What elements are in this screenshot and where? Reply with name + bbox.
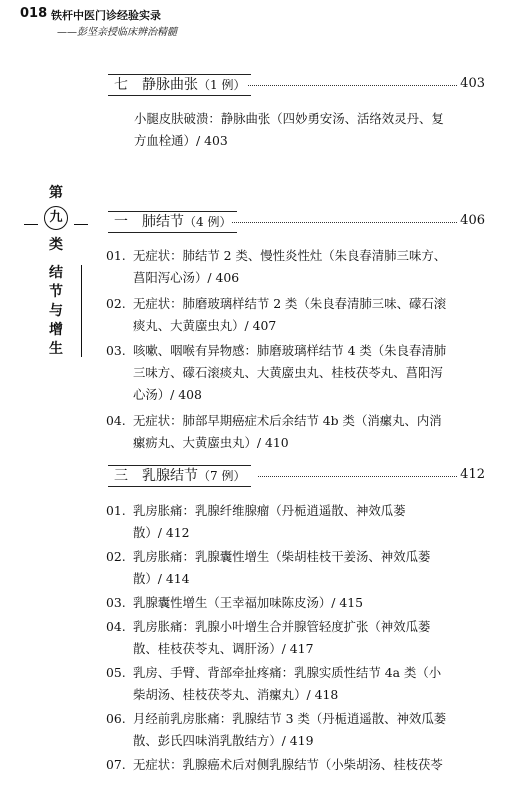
chapter-name-char: 增 bbox=[49, 322, 63, 338]
list-item: 07. 无症状：乳腺癌术后对侧乳腺结节（小柴胡汤、桂枝茯苓 bbox=[106, 757, 443, 772]
chapter-name-char: 结 bbox=[49, 265, 63, 281]
section-label: 三 乳腺结节（7 例） bbox=[108, 465, 251, 487]
chapter-name-char: 生 bbox=[49, 341, 63, 357]
list-item: 02. 无症状：肺磨玻璃样结节 2 类（朱良春清肺三味、礞石滚 痰丸、大黄䗪虫丸）/ 407 bbox=[106, 296, 447, 333]
list-item: 03. 咳嗽、咽喉有异物感：肺磨玻璃样结节 4 类（朱良春清肺 三味方、礞石滚痰丸、大黄䗪虫丸、桂枝茯苓丸、菖阳泻 心汤）/ 408 bbox=[106, 343, 447, 402]
section-page: 412 bbox=[460, 467, 485, 482]
section-page: 403 bbox=[460, 76, 485, 91]
leader-dots bbox=[248, 85, 457, 86]
chapter-name-char: 节 bbox=[49, 284, 63, 300]
book-title: 铁杆中医门诊经验实录 bbox=[51, 9, 161, 22]
section-label: 一 肺结节（4 例） bbox=[108, 211, 237, 233]
section-header bbox=[108, 74, 485, 96]
list-item: 小腿皮肤破溃：静脉曲张（四妙勇安汤、活络效灵丹、复 方血栓通）/ 403 bbox=[134, 111, 444, 148]
section-header bbox=[108, 211, 485, 233]
page-number: 018 bbox=[20, 6, 48, 21]
chapter-prefix: 第 bbox=[49, 185, 63, 201]
list-item: 04. 无症状：肺部早期癌症术后余结节 4b 类（消瘰丸、内消 瘰疬丸、大黄䗪虫丸）/ 410 bbox=[106, 413, 442, 450]
list-item: 05. 乳房、手臂、背部牵扯疼痛：乳腺实质性结节 4a 类（小 柴胡汤、桂枝茯苓丸、消瘰丸）/ 418 bbox=[106, 665, 442, 702]
leader-dots bbox=[258, 476, 457, 477]
section-label: 七 静脉曲张（1 例） bbox=[108, 74, 251, 96]
list-item: 03. 乳腺囊性增生（王幸福加味陈皮汤）/ 415 bbox=[106, 595, 364, 610]
list-item: 02. 乳房胀痛：乳腺囊性增生（柴胡桂枝干姜汤、神效瓜蒌 散）/ 414 bbox=[106, 549, 431, 586]
section-header bbox=[108, 465, 485, 487]
chapter-number-circle: 九 bbox=[44, 206, 68, 230]
chapter-vertical-rule bbox=[81, 265, 82, 357]
book-subtitle: ——彭坚亲授临床辨治精髓 bbox=[57, 27, 177, 38]
chapter-rule-left bbox=[24, 224, 38, 225]
chapter-rule-right bbox=[74, 224, 88, 225]
list-item: 06. 月经前乳房胀痛：乳腺结节 3 类（丹栀逍遥散、神效瓜蒌 散、彭氏四味消乳散结方）/ 419 bbox=[106, 711, 447, 748]
section-page: 406 bbox=[460, 213, 485, 228]
chapter-name bbox=[38, 264, 74, 359]
chapter-marker bbox=[38, 182, 74, 359]
leader-dots bbox=[232, 222, 457, 223]
chapter-name-char: 与 bbox=[49, 303, 63, 319]
chapter-suffix: 类 bbox=[49, 237, 63, 253]
list-item: 01. 无症状：肺结节 2 类、慢性炎性灶（朱良春清肺三味方、 菖阳泻心汤）/ 406 bbox=[106, 248, 447, 285]
list-item: 04. 乳房胀痛：乳腺小叶增生合并腺管轻度扩张（神效瓜蒌 散、桂枝茯苓丸、调肝汤）/ 417 bbox=[106, 619, 431, 656]
list-item: 01. 乳房胀痛：乳腺纤维腺瘤（丹栀逍遥散、神效瓜蒌 散）/ 412 bbox=[106, 503, 406, 540]
